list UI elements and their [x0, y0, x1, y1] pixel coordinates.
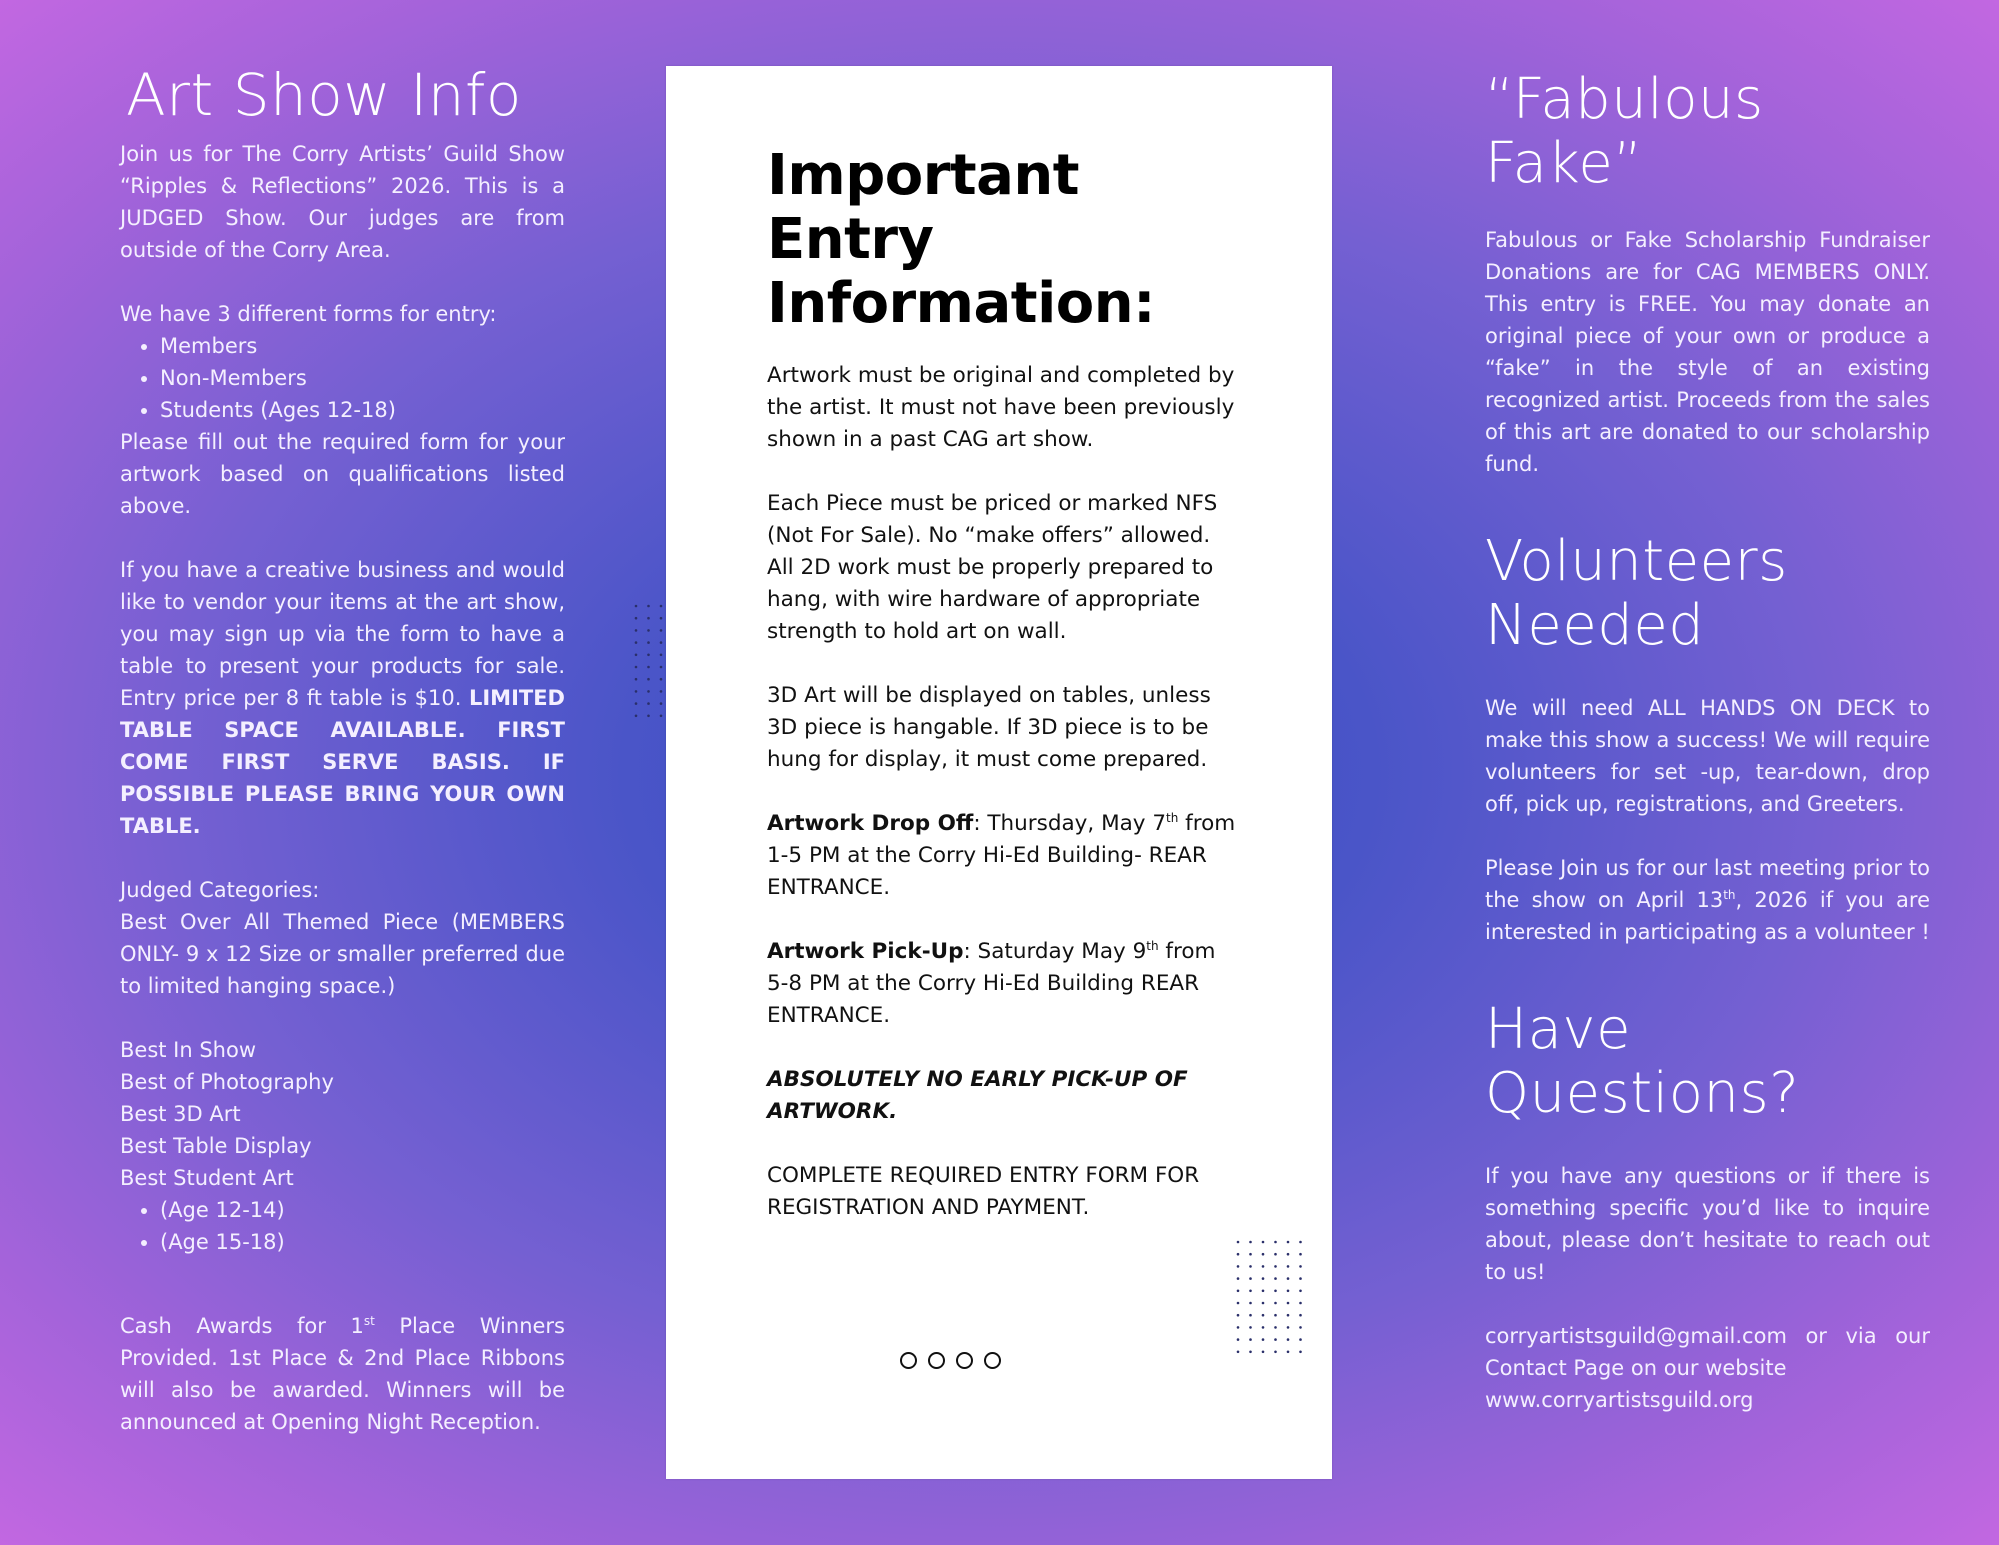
grid-dot [635, 690, 638, 693]
grid-dot [660, 678, 663, 681]
grid-dot [1262, 1265, 1265, 1268]
circle-icon [984, 1352, 1001, 1369]
list-item: • (Age 12-14) [160, 1194, 565, 1226]
grid-dot [1274, 1265, 1277, 1268]
grid-dot [660, 641, 663, 644]
fabulous-fake-title: “Fabulous Fake” [1485, 67, 1764, 196]
grid-dot [1249, 1314, 1252, 1317]
art-show-info-title: Art Show Info [126, 61, 522, 129]
grid-dot [647, 715, 650, 718]
grid-dot [1287, 1241, 1290, 1244]
dropoff-sup: th [1166, 810, 1179, 825]
grid-dot [1287, 1351, 1290, 1354]
vendor-body: If you have a creative business and would like to vendor your items at the art show, you may sign up via the form to have a table to present your products for sale. Entry price per 8 ft table is $10. [120, 558, 565, 710]
grid-dot [660, 629, 663, 632]
complete-form-text: COMPLETE REQUIRED ENTRY FORM FOR REGISTRATION AND PAYMENT. [767, 1163, 1200, 1220]
dot-grid-decoration-right [1234, 1238, 1306, 1356]
judged-themed: Best Over All Themed Piece (MEMBERS ONLY- 9 x 12 Size or smaller preferred due to limited hanging space.) [120, 910, 565, 998]
grid-dot [1299, 1302, 1302, 1305]
judged-heading: Judged Categories: [120, 878, 320, 902]
pickup-sup: th [1146, 938, 1159, 953]
grid-dot [660, 715, 663, 718]
grid-dot [1237, 1314, 1240, 1317]
list-item: Best In Show [120, 1038, 257, 1062]
pickup-date: : Saturday May 9 [963, 939, 1147, 964]
grid-dot [1274, 1290, 1277, 1293]
student-ages-list [120, 1194, 565, 1258]
grid-dot [1274, 1241, 1277, 1244]
circle-dots-decoration [900, 1352, 1001, 1369]
list-item: • Students (Ages 12-18) [160, 394, 565, 426]
grid-dot [1299, 1290, 1302, 1293]
grid-dot [1249, 1241, 1252, 1244]
grid-dot [1262, 1314, 1265, 1317]
grid-dot [1237, 1338, 1240, 1341]
circle-icon [928, 1352, 945, 1369]
grid-dot [1249, 1338, 1252, 1341]
grid-dot [1237, 1326, 1240, 1329]
grid-dot [1237, 1351, 1240, 1354]
grid-dot [647, 702, 650, 705]
volunteers-text: We will need ALL HANDS ON DECK to make this show a success! We will require volunteers for set -up, tear-down, drop off, pick up, registrations, and Greeters. [1485, 696, 1930, 816]
grid-dot [647, 666, 650, 669]
grid-dot [647, 629, 650, 632]
grid-dot [1299, 1265, 1302, 1268]
questions-text: If you have any questions or if there is something specific you’d like to inquire about, please don’t hesitate to reach out to us! [1485, 1164, 1930, 1284]
vendor-bold-notice: LIMITED TABLE SPACE AVAILABLE. FIRST COME FIRST SERVE BASIS. IF POSSIBLE PLEASE BRING YOUR OWN TABLE. [120, 686, 565, 838]
grid-dot [660, 617, 663, 620]
3d-art-text: 3D Art will be displayed on tables, unless 3D piece is hangable. If 3D piece is to be hung for display, it must come prepared. [767, 683, 1211, 772]
grid-dot [635, 605, 638, 608]
meeting-post: , 2026 if you are interested in participating as a volunteer ! [1485, 888, 1930, 944]
grid-dot [1299, 1253, 1302, 1256]
right-column [1485, 68, 1930, 1416]
no-early-pickup-notice: ABSOLUTELY NO EARLY PICK-UP OF ARTWORK. [767, 1067, 1188, 1124]
grid-dot [1274, 1338, 1277, 1341]
grid-dot [635, 654, 638, 657]
grid-dot [647, 617, 650, 620]
meeting-sup: th [1723, 888, 1736, 902]
grid-dot [635, 629, 638, 632]
grid-dot [1262, 1338, 1265, 1341]
grid-dot [1299, 1338, 1302, 1341]
grid-dot [1249, 1302, 1252, 1305]
grid-dot [1249, 1277, 1252, 1280]
grid-dot [1274, 1277, 1277, 1280]
grid-dot [1299, 1314, 1302, 1317]
pickup-details: from 5-8 PM at the Corry Hi-Ed Building REAR ENTRANCE. [767, 939, 1216, 1028]
grid-dot [660, 690, 663, 693]
grid-dot [1262, 1253, 1265, 1256]
grid-dot [1249, 1290, 1252, 1293]
grid-dot [660, 605, 663, 608]
grid-dot [635, 666, 638, 669]
pricing-text: Each Piece must be priced or marked NFS (Not For Sale). No “make offers” allowed. All 2D work must be properly prepared to hang, with wire hardware of appropriate strength to hold art on wall. [767, 491, 1218, 644]
grid-dot [1262, 1351, 1265, 1354]
grid-dot [1237, 1265, 1240, 1268]
cash-sup: st [363, 1314, 375, 1328]
categories-list [120, 1034, 565, 1194]
dropoff-date: : Thursday, May 7 [973, 811, 1167, 836]
grid-dot [1237, 1302, 1240, 1305]
dropoff-details: from 1-5 PM at the Corry Hi-Ed Building- REAR ENTRANCE. [767, 811, 1236, 900]
originality-text: Artwork must be original and completed by the artist. It must not have been previously shown in a past CAG art show. [767, 363, 1235, 452]
grid-dot [647, 641, 650, 644]
website-link[interactable]: www.corryartistsguild.org [1485, 1388, 1754, 1412]
grid-dot [1237, 1253, 1240, 1256]
grid-dot [1299, 1326, 1302, 1329]
questions-title: Have Questions? [1485, 997, 1800, 1126]
grid-dot [1274, 1351, 1277, 1354]
grid-dot [1262, 1290, 1265, 1293]
forms-list [120, 330, 565, 426]
pickup-text [767, 936, 1237, 1032]
grid-dot [635, 641, 638, 644]
list-item: Best of Photography [120, 1070, 334, 1094]
grid-dot [1249, 1326, 1252, 1329]
grid-dot [635, 702, 638, 705]
list-item: Best 3D Art [120, 1102, 241, 1126]
grid-dot [1249, 1253, 1252, 1256]
grid-dot [1287, 1338, 1290, 1341]
grid-dot [1249, 1265, 1252, 1268]
grid-dot [660, 654, 663, 657]
cash-pre: Cash Awards for 1 [120, 1314, 364, 1338]
grid-dot [635, 617, 638, 620]
list-item: • Members [160, 330, 565, 362]
volunteers-title: Volunteers Needed [1485, 529, 1788, 658]
cash-post: Place Winners Provided. 1st Place & 2nd Place Ribbons will also be awarded. Winners will be announced at Opening Night Reception. [120, 1314, 565, 1434]
grid-dot [1262, 1277, 1265, 1280]
grid-dot [635, 678, 638, 681]
grid-dot [1287, 1277, 1290, 1280]
meeting-text [1485, 852, 1930, 948]
list-item: • Non-Members [160, 362, 565, 394]
dropoff-label: Artwork Drop Off [767, 811, 974, 836]
meeting-pre: Please Join us for our last meeting prior to the show on April 13 [1485, 856, 1930, 912]
forms-intro: We have 3 different forms for entry: [120, 302, 497, 326]
grid-dot [1237, 1277, 1240, 1280]
circle-icon [900, 1352, 917, 1369]
grid-dot [1299, 1277, 1302, 1280]
grid-dot [647, 654, 650, 657]
grid-dot [635, 715, 638, 718]
vendor-text [120, 554, 565, 842]
circle-icon [956, 1352, 973, 1369]
grid-dot [1262, 1326, 1265, 1329]
cash-awards-text [120, 1310, 565, 1438]
grid-dot [1287, 1326, 1290, 1329]
grid-dot [1287, 1253, 1290, 1256]
list-item: Best Table Display [120, 1134, 312, 1158]
grid-dot [1262, 1241, 1265, 1244]
grid-dot [1299, 1241, 1302, 1244]
fabulous-fake-text: Fabulous or Fake Scholarship Fundraiser Donations are for CAG MEMBERS ONLY. This entry is FREE. You may donate an original piece of your own or produce a “fake” in the style of an existing recognized artist. Proceeds from the sales of this art are donated to our scholarship fund. [1485, 228, 1930, 476]
entry-info-panel [666, 66, 1332, 1479]
grid-dot [1287, 1265, 1290, 1268]
dropoff-text [767, 808, 1237, 904]
grid-dot [1274, 1314, 1277, 1317]
entry-info-title: Important Entry Information: [767, 143, 1155, 336]
grid-dot [1287, 1290, 1290, 1293]
grid-dot [647, 690, 650, 693]
grid-dot [660, 702, 663, 705]
grid-dot [1262, 1302, 1265, 1305]
grid-dot [1287, 1302, 1290, 1305]
grid-dot [1237, 1290, 1240, 1293]
list-item: Best Student Art [120, 1166, 294, 1190]
grid-dot [1274, 1326, 1277, 1329]
fill-out-text: Please fill out the required form for your artwork based on qualifications listed above. [120, 430, 565, 518]
list-item: • (Age 15-18) [160, 1226, 565, 1258]
art-show-info-column [120, 60, 565, 1438]
grid-dot [647, 678, 650, 681]
grid-dot [1287, 1314, 1290, 1317]
grid-dot [647, 605, 650, 608]
contact-text[interactable]: corryartistsguild@gmail.com or via our Contact Page on our website [1485, 1324, 1930, 1380]
grid-dot [1274, 1253, 1277, 1256]
grid-dot [660, 666, 663, 669]
grid-dot [1299, 1351, 1302, 1354]
grid-dot [1274, 1302, 1277, 1305]
intro-text: Join us for The Corry Artists’ Guild Show “Ripples & Reflections” 2026. This is a JUDGED Show. Our judges are from outside of the Corry Area. [120, 142, 565, 262]
grid-dot [1249, 1351, 1252, 1354]
pickup-label: Artwork Pick-Up [767, 939, 964, 964]
grid-dot [1237, 1241, 1240, 1244]
